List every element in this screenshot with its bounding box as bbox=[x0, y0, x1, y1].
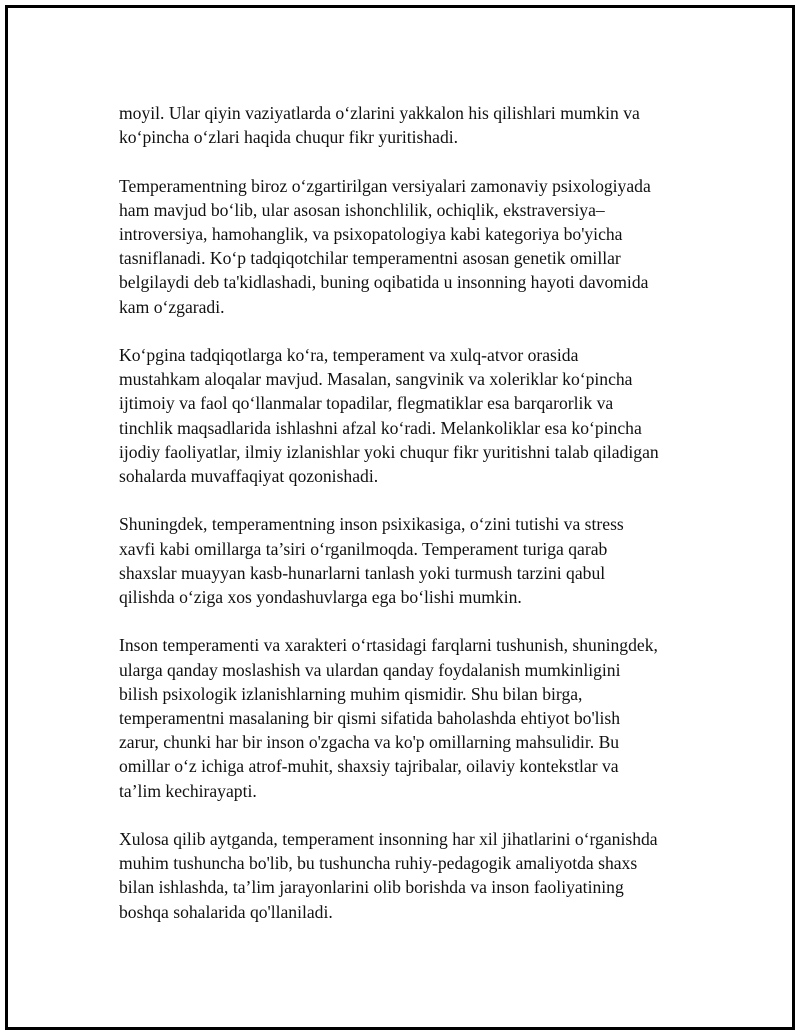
document-body bbox=[119, 101, 699, 948]
paragraph: Ko‘pgina tadqiqotlarga ko‘ra, temperament va xulq-atvor orasida mustahkam aloqalar mavjud. Masalan, sangvinik va xoleriklar ko‘pincha ijtimoiy va faol qo‘llanmalar topadilar, flegmatiklar esa barqarorlik va tinchlik maqsadlarida ishlashni afzal ko‘radi. Melankoliklar esa ko‘pincha ijodiy faoliyatlar, ilmiy izlanishlar yoki chuqur fikr yuritishni talab qiladigan sohalarda muvaffaqiyat qozonishadi. bbox=[119, 345, 659, 487]
paragraph: Shuningdek, temperamentning inson psixikasiga, o‘zini tutishi va stress xavfi kabi omillarga ta’siri o‘rganilmoqda. Temperament turiga qarab shaxslar muayyan kasb-hunarlarni tanlash yoki turmush tarzini qabul qilishda o‘ziga xos yondashuvlarga ega bo‘lishi mumkin. bbox=[119, 514, 624, 608]
paragraph: Temperamentning biroz o‘zgartirilgan versiyalari zamonaviy psixologiyada ham mavjud bo‘lib, ular asosan ishonchlilik, ochiqlik, ekstraversiya– introversiya, hamohanglik, va psixopatologiya kabi kategoriya bo'yicha tasniflanadi. Ko‘p tadqiqotchilar temperamentni asosan genetik omillar belgilaydi deb ta'kidlashadi, buning oqibatida u insonning hayoti davomida kam o‘zgaradi. bbox=[119, 175, 651, 317]
page-frame bbox=[5, 5, 795, 1030]
paragraph: Xulosa qilib aytganda, temperament insonning har xil jihatlarini o‘rganishda muhim tushuncha bo'lib, bu tushuncha ruhiy-pedagogik amaliyotda shaxs bilan ishlashda, ta’lim jarayonlarini olib borishda va inson faoliyatining boshqa sohalarida qo'llaniladi. bbox=[119, 829, 658, 922]
paragraph: Inson temperamenti va xarakteri o‘rtasidagi farqlarni tushunish, shuningdek, ularga qanday moslashish va ulardan qanday foydalanish mumkinligini bilish psixologik izlanishlarning muhim qismidir. Shu bilan birga, temperamentni masalaning bir qismi sifatida baholashda ehtiyot bo'lish zarur, chunki har bir inson o'zgacha va ko'p omillarning mahsulidir. Bu omillar o‘z ichiga atrof-muhit, shaxsiy tajribalar, oilaviy kontekstlar va ta’lim kechirayapti. bbox=[119, 635, 658, 801]
paragraph: moyil. Ular qiyin vaziyatlarda o‘zlarini yakkalon his qilishlari mumkin va ko‘pincha o‘zlari haqida chuqur fikr yuritishadi. bbox=[119, 103, 640, 148]
